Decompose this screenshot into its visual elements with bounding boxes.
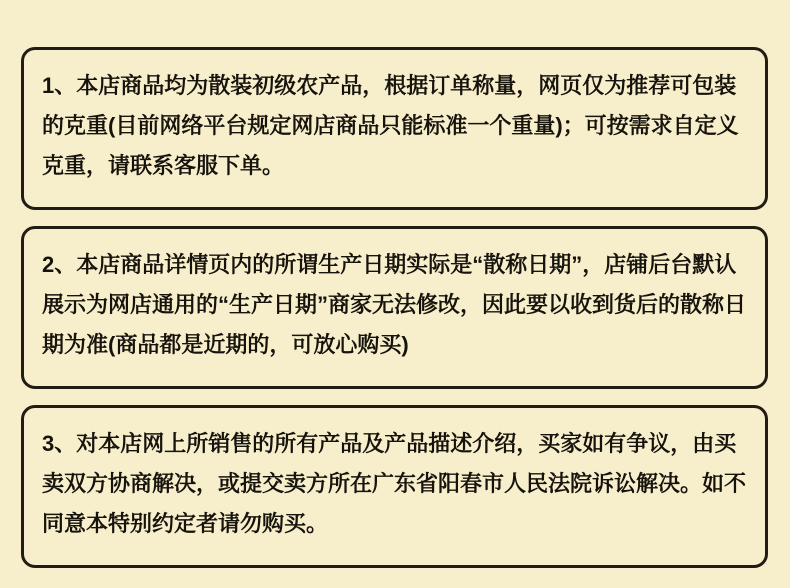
notice-box-2 xyxy=(21,226,768,389)
notice-box-3 xyxy=(21,405,768,568)
notice-text-1: 1、本店商品均为散装初级农产品，根据订单称量，网页仅为推荐可包装的克重(目前网络平台规定网店商品只能标准一个重量)；可按需求自定义克重，请联系客服下单。 xyxy=(42,73,739,178)
notice-box-1 xyxy=(21,47,768,210)
notice-text-3: 3、对本店网上所销售的所有产品及产品描述介绍，买家如有争议，由买卖双方协商解决，或提交卖方所在广东省阳春市人民法院诉讼解决。如不同意本特别约定者请勿购买。 xyxy=(42,431,747,536)
notice-text-2: 2、本店商品详情页内的所谓生产日期实际是“散称日期”，店铺后台默认展示为网店通用的“生产日期”商家无法修改，因此要以收到货后的散称日期为准(商品都是近期的，可放心购买) xyxy=(42,252,747,357)
